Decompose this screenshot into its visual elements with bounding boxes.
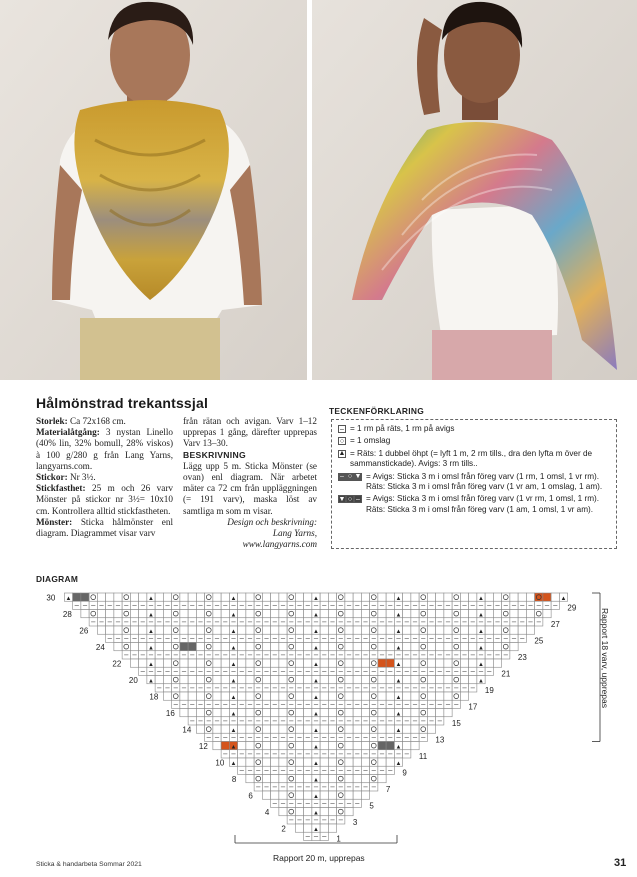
svg-text:▲: ▲ <box>395 612 402 619</box>
svg-text:▲: ▲ <box>478 595 484 602</box>
row-number-left: 30 <box>46 593 56 603</box>
svg-text:▲: ▲ <box>230 727 237 734</box>
svg-text:▲: ▲ <box>313 661 319 668</box>
arrow-up-symbol-icon: ▲ <box>338 450 346 458</box>
credit-line-2: Lang Yarns, <box>272 528 317 539</box>
credit-line-3: www.langyarns.com <box>242 539 317 550</box>
row-number-left: 2 <box>281 824 286 834</box>
svg-text:▲: ▲ <box>313 595 319 602</box>
svg-text:▲: ▲ <box>395 645 402 652</box>
legend-title: TECKENFÖRKLARING <box>329 406 425 416</box>
footer-publication: Sticka & handarbeta Sommar 2021 <box>36 861 142 868</box>
svg-text:▲: ▲ <box>148 661 154 668</box>
row-number-left: 6 <box>248 791 253 801</box>
svg-text:▲: ▲ <box>395 760 402 767</box>
svg-text:▲: ▲ <box>313 628 319 635</box>
svg-text:▲: ▲ <box>65 595 72 602</box>
svg-text:▲: ▲ <box>313 711 319 718</box>
row-number-right: 15 <box>451 719 461 728</box>
knitting-chart <box>30 585 610 855</box>
svg-text:▲: ▲ <box>230 612 237 619</box>
row-number-left: 24 <box>95 642 105 652</box>
row-number-left: 22 <box>112 659 122 669</box>
row-number-right: 11 <box>418 752 428 761</box>
instructions-column <box>183 416 317 550</box>
svg-text:▲: ▲ <box>230 744 237 751</box>
legend-box <box>331 419 617 549</box>
row-number-left: 12 <box>198 741 208 751</box>
svg-text:▲: ▲ <box>395 744 402 751</box>
description-text: Lägg upp 5 m. Sticka Mönster (se ovan) enl diagram. När arbetet mäter ca 72 cm från uppläggningen (= 191 varv), maska löst av samtliga m som m visar. <box>183 460 317 516</box>
row-number-right: 5 <box>369 801 374 811</box>
row-number-left: 18 <box>149 692 159 702</box>
svg-text:▲: ▲ <box>395 694 402 701</box>
row-number-right: 3 <box>352 818 358 827</box>
svg-text:▲: ▲ <box>313 810 319 817</box>
legend-item: – = 1 rm på räts, 1 rm på avigs <box>338 424 610 434</box>
svg-text:▲: ▲ <box>148 645 154 652</box>
row-number-left: 8 <box>231 774 237 784</box>
svg-text:▲: ▲ <box>313 744 319 751</box>
svg-text:▲: ▲ <box>313 793 319 800</box>
svg-text:▲: ▲ <box>148 678 154 685</box>
row-number-right: 25 <box>534 636 544 646</box>
right-group-symbol-icon: – ○ ▼ <box>338 473 362 481</box>
credit-line-1: Design och beskrivning: <box>227 516 317 527</box>
row-number-right: 9 <box>402 768 407 778</box>
photo-yellow-shawl <box>0 0 307 380</box>
svg-text:▲: ▲ <box>313 727 319 734</box>
row-number-left: 4 <box>264 807 270 817</box>
repeat-rows-label: Rapport 18 varv, upprepas <box>600 608 610 709</box>
svg-text:▲: ▲ <box>230 711 237 718</box>
diagram-title: DIAGRAM <box>36 574 79 584</box>
pattern-paragraph: Mönster: Sticka hålmönster enl diagram. Diagrammet visar varv <box>36 516 173 539</box>
size-paragraph: Storlek: Ca 72x168 cm. <box>36 416 126 426</box>
svg-text:▲: ▲ <box>395 711 402 718</box>
material-paragraph: Materialåtgång: 3 nystan Linello (40% lin, 32% bomull, 28% viskos) à 100 g/280 g från Lang Yarns, langyarns.com. <box>36 427 173 471</box>
svg-text:▲: ▲ <box>313 678 319 685</box>
svg-text:▲: ▲ <box>478 661 484 668</box>
empty-square-symbol-icon: – <box>338 425 346 433</box>
svg-text:▲: ▲ <box>395 628 402 635</box>
repeat-stitches-label: Rapport 20 m, upprepas <box>273 853 365 863</box>
legend-item: – ○ ▼ = Avigs: Sticka 3 m i omsl från föreg varv (1 rm, 1 omsl, 1 vr rm). Räts: Sticka 3 m i omsl från föreg varv (1 vr am, 1 omslag, 1 am). <box>338 472 610 493</box>
pattern-details-column <box>36 416 173 539</box>
photo-rainbow-shawl <box>312 0 637 380</box>
row-number-right: 1 <box>336 834 341 844</box>
pattern-continuation: från rätan och avigan. Varv 1–12 upprepas 1 gång, därefter upprepas Varv 13–30. <box>183 416 317 449</box>
svg-text:▲: ▲ <box>230 694 237 701</box>
svg-text:▲: ▲ <box>478 612 484 619</box>
needles-paragraph: Stickor: Nr 3½. <box>36 472 96 483</box>
legend-item: ▼ ○ – = Avigs: Sticka 3 m i omsl från föreg varv (1 vr rm, 1 omsl, 1 rm). Räts: Sticka 3 m i omsl från föreg varv (1 am, 1 omsl, 1 vr am). <box>338 494 600 514</box>
left-group-symbol-icon: ▼ ○ – <box>338 495 362 503</box>
row-number-right: 17 <box>468 702 478 712</box>
svg-text:▲: ▲ <box>313 826 319 833</box>
svg-text:▲: ▲ <box>313 694 319 701</box>
svg-text:▲: ▲ <box>478 678 484 685</box>
svg-text:▲: ▲ <box>395 678 402 685</box>
row-number-left: 16 <box>165 708 175 718</box>
row-number-left: 10 <box>215 758 225 768</box>
row-number-right: 7 <box>385 785 391 794</box>
svg-text:▲: ▲ <box>395 727 402 734</box>
svg-text:▲: ▲ <box>148 595 154 602</box>
row-number-right: 13 <box>435 735 445 745</box>
svg-text:▲: ▲ <box>395 661 402 668</box>
circle-symbol-icon: ○ <box>339 437 345 445</box>
svg-text:▲: ▲ <box>313 645 319 652</box>
description-heading: BESKRIVNING <box>183 449 246 460</box>
row-number-right: 23 <box>517 653 527 662</box>
legend-item: ○ = 1 omslag <box>339 436 391 446</box>
svg-text:▲: ▲ <box>313 760 319 767</box>
row-number-right: 27 <box>550 620 560 629</box>
svg-text:▲: ▲ <box>148 612 154 619</box>
svg-text:▲: ▲ <box>313 777 319 784</box>
article-title: Hålmönstrad trekantssjal <box>36 395 209 411</box>
row-number-right: 29 <box>567 603 577 613</box>
row-number-right: 21 <box>501 669 511 679</box>
svg-text:▲: ▲ <box>395 595 402 602</box>
page-number: 31 <box>614 857 627 869</box>
svg-text:▲: ▲ <box>230 645 237 652</box>
svg-text:▲: ▲ <box>230 661 237 668</box>
svg-text:▲: ▲ <box>230 678 237 685</box>
svg-text:▲: ▲ <box>230 595 237 602</box>
row-number-left: 20 <box>128 675 138 685</box>
svg-text:▲: ▲ <box>478 645 484 652</box>
row-number-right: 19 <box>484 686 494 695</box>
row-number-left: 26 <box>79 626 89 636</box>
legend-item: ▲ = Räts: 1 dubbel öhpt (= lyft 1 m, 2 rm tills., dra den lyfta m över de sammanstickade). Avigs: 3 rm tills.. <box>338 448 593 469</box>
svg-text:▲: ▲ <box>560 595 567 602</box>
row-number-left: 28 <box>62 609 72 619</box>
svg-text:▲: ▲ <box>313 612 319 619</box>
gauge-paragraph: Stickfasthet: 25 m och 26 varv Mönster på stickor nr 3½= 10x10 cm. Kontrollera alltid stickfastheten. <box>36 483 173 516</box>
row-number-left: 14 <box>182 725 192 735</box>
svg-text:▲: ▲ <box>478 628 484 635</box>
svg-text:▲: ▲ <box>148 628 154 635</box>
svg-text:▲: ▲ <box>230 760 237 767</box>
svg-text:▲: ▲ <box>230 628 237 635</box>
